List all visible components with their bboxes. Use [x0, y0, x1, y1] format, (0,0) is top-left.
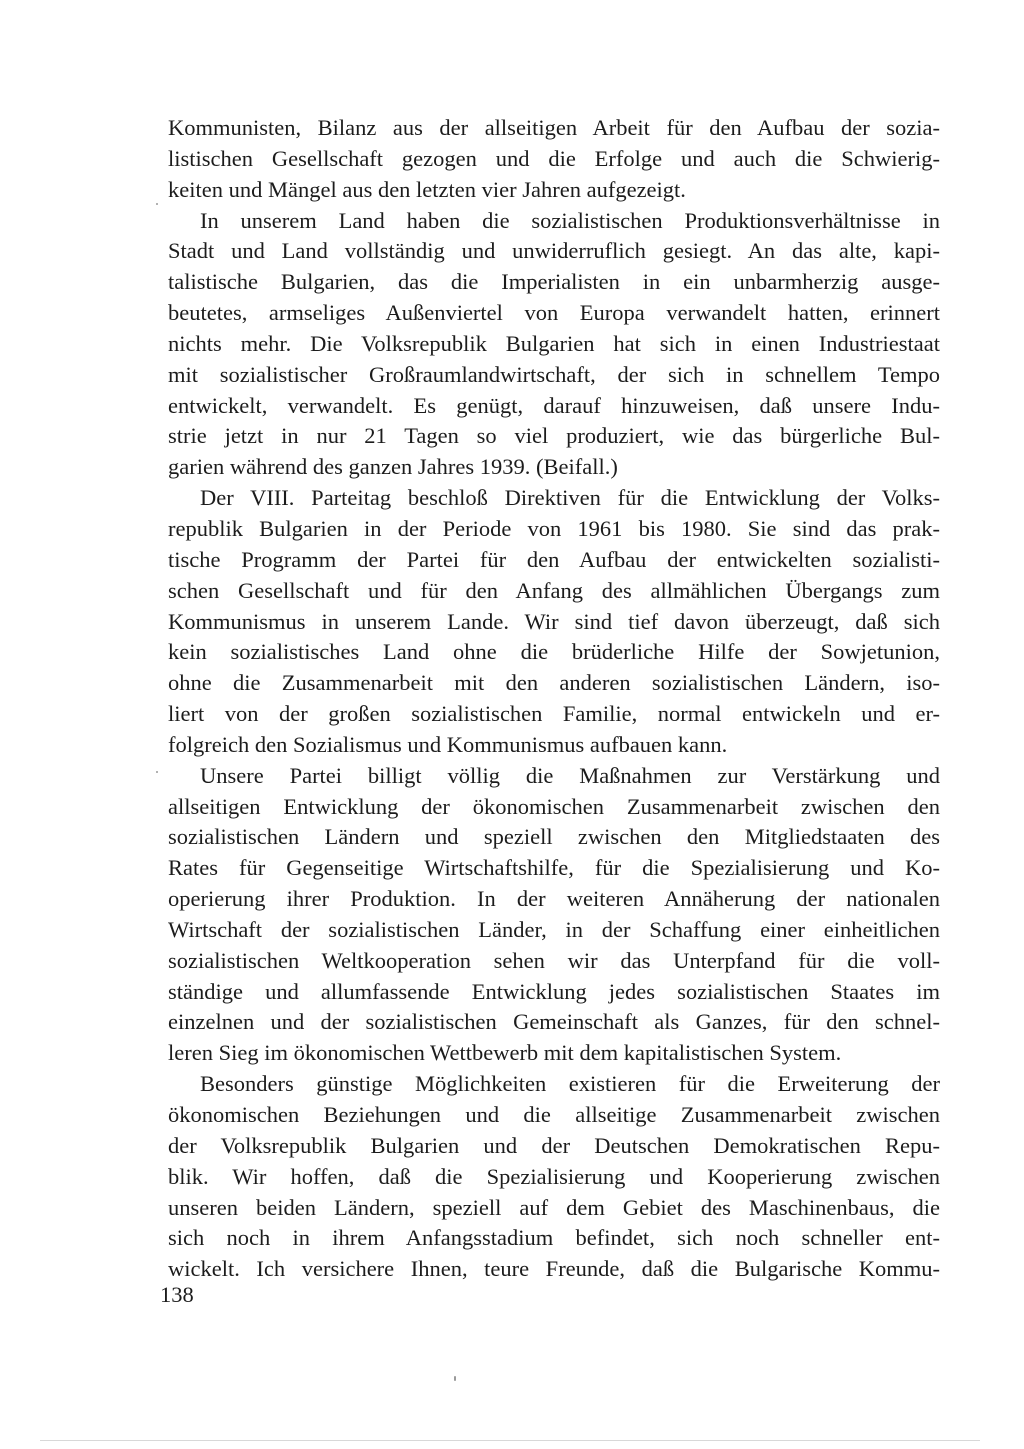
text-line: liert von der großen sozialistischen Familie, normal entwickeln und er-: [168, 701, 940, 727]
text-line: sozialistischen Ländern und speziell zwischen den Mitgliedstaaten des: [168, 824, 940, 850]
text-line: sich noch in ihrem Anfangsstadium befindet, sich noch schneller ent-: [168, 1225, 940, 1251]
text-line: wickelt. Ich versichere Ihnen, teure Freunde, daß die Bulgarische Kommu-: [168, 1256, 940, 1282]
text-line: leren Sieg im ökonomischen Wettbewerb mit dem kapitalistischen System.: [168, 1040, 842, 1066]
scan-speck: [454, 1376, 456, 1381]
text-line: talistische Bulgarien, das die Imperialisten in ein unbarmherzig ausge-: [168, 269, 940, 295]
text-line: keiten und Mängel aus den letzten vier Jahren aufgezeigt.: [168, 176, 686, 202]
page-number: 138: [160, 1282, 194, 1307]
scan-speck: [156, 771, 158, 773]
text-line: Kommunisten, Bilanz aus der allseitigen Arbeit für den Aufbau der sozia-: [168, 115, 940, 140]
text-line: ständige und allumfassende Entwicklung jedes sozialistischen Staates im: [168, 978, 940, 1004]
text-line: nichts mehr. Die Volksrepublik Bulgarien hat sich in einen Industriestaat: [168, 330, 940, 356]
text-line: ohne die Zusammenarbeit mit den anderen sozialistischen Ländern, iso-: [168, 670, 940, 696]
text-line: tische Programm der Partei für den Aufbau der entwickelten sozialisti-: [168, 546, 940, 572]
text-line: sozialistischen Weltkooperation sehen wir das Unterpfand für die voll-: [168, 947, 940, 973]
text-line: schen Gesellschaft und für den Anfang des allmählichen Übergangs zum: [168, 577, 940, 603]
text-line: operierung ihrer Produktion. In der weiteren Annäherung der nationalen: [168, 886, 940, 912]
scan-speck: [156, 203, 158, 205]
text-line: garien während des ganzen Jahres 1939. (Beifall.): [168, 454, 618, 480]
text-line: blik. Wir hoffen, daß die Spezialisierung und Kooperierung zwischen: [168, 1163, 940, 1189]
text-line: der Volksrepublik Bulgarien und der Deutschen Demokratischen Repu-: [168, 1132, 940, 1158]
text-line: Stadt und Land vollständig und unwiderruflich gesiegt. An das alte, kapi-: [168, 238, 940, 264]
scan-edge-line: [40, 1440, 980, 1441]
text-line: listischen Gesellschaft gezogen und die Erfolge und auch die Schwierig-: [168, 145, 940, 171]
text-line: Rates für Gegenseitige Wirtschaftshilfe, für die Spezialisierung und Ko-: [168, 855, 940, 881]
paragraph-start-line: Unsere Partei billigt völlig die Maßnahmen zur Verstärkung und: [200, 762, 940, 788]
text-line: ökonomischen Beziehungen und die allseitige Zusammenarbeit zwischen: [168, 1102, 940, 1127]
text-line: entwickelt, verwandelt. Es genügt, darauf hinzuweisen, daß unsere Indu-: [168, 392, 940, 418]
text-line: mit sozialistischer Großraumlandwirtschaft, der sich in schnellem Tempo: [168, 361, 940, 387]
text-line: Kommunismus in unserem Lande. Wir sind tief davon überzeugt, daß sich: [168, 608, 940, 634]
paragraph-start-line: Besonders günstige Möglichkeiten existieren für die Erweiterung der: [200, 1071, 940, 1097]
paragraph-start-line: In unserem Land haben die sozialistischen Produktionsverhältnisse in: [200, 207, 940, 233]
text-line: beutetes, armseliges Außenviertel von Europa verwandelt hatten, erinnert: [168, 300, 940, 326]
text-line: folgreich den Sozialismus und Kommunismus aufbauen kann.: [168, 731, 728, 757]
paragraph-start-line: Der VIII. Parteitag beschloß Direktiven für die Entwicklung der Volks-: [200, 485, 940, 511]
text-line: strie jetzt in nur 21 Tagen so viel produziert, wie das bürgerliche Bul-: [168, 423, 940, 449]
text-line: Wirtschaft der sozialistischen Länder, in der Schaffung einer einheitlichen: [168, 916, 940, 942]
text-line: kein sozialistisches Land ohne die brüderliche Hilfe der Sowjetunion,: [168, 639, 940, 665]
text-line: republik Bulgarien in der Periode von 1961 bis 1980. Sie sind das prak-: [168, 515, 940, 541]
text-line: unseren beiden Ländern, speziell auf dem Gebiet des Maschinenbaus, die: [168, 1194, 940, 1220]
text-line: allseitigen Entwicklung der ökonomischen Zusammenarbeit zwischen den: [168, 793, 940, 819]
body-text: [168, 113, 940, 1285]
text-line: einzelnen und der sozialistischen Gemeinschaft als Ganzes, für den schnel-: [168, 1009, 940, 1035]
